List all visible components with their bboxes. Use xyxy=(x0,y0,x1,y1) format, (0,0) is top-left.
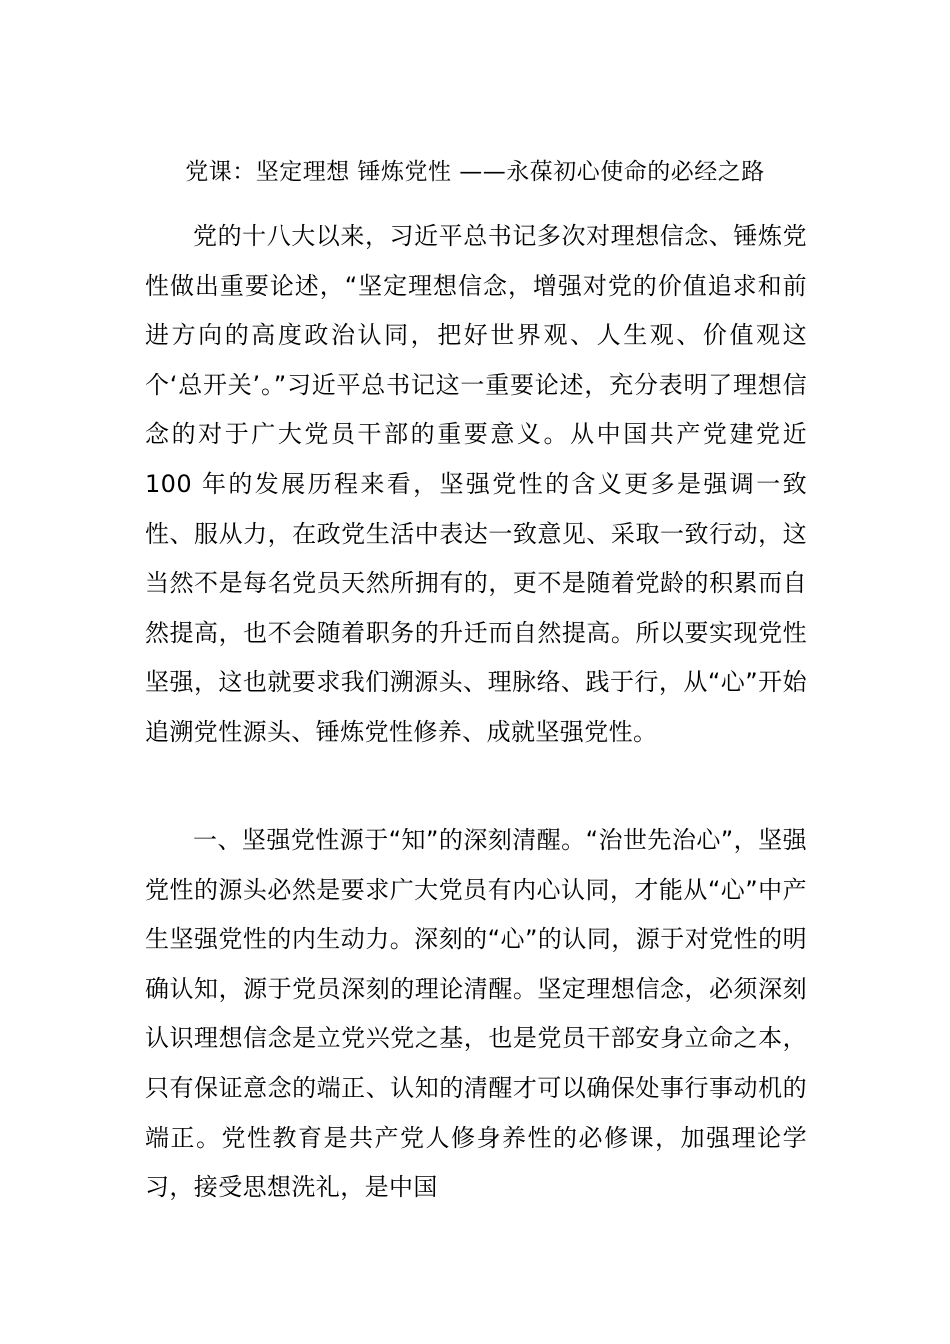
paragraph-intro: 党的十八大以来，习近平总书记多次对理想信念、锤炼党性做出重要论述，“坚定理想信念，增强对党的价值追求和前进方向的高度政治认同，把好世界观、人生观、价值观这个‘总开关’。”习近平总书记这一重要论述，充分表明了理想信念的对于广大党员干部的重要意义。从中国共产党建党近 100 年的发展历程来看，坚强党性的含义更多是强调一致性、服从力，在政党生活中表达一致意见、采取一致行动，这当然不是每名党员天然所拥有的，更不是随着党龄的积累而自然提高，也不会随着职务的升迁而自然提高。所以要实现党性坚强，这也就要求我们溯源头、理脉络、践于行，从“心”开始追溯党性源头、锤炼党性修养、成就坚强党性。 xyxy=(145,222,807,746)
document-title: 党课：坚定理想 锤炼党性 ——永葆初心使命的必经之路 xyxy=(185,159,765,185)
paragraph-section-one: 一、坚强党性源于“知”的深刻清醒。“治世先治心”，坚强党性的源头必然是要求广大党员有内心认同，才能从“心”中产生坚强党性的内生动力。深刻的“心”的认同，源于对党性的明确认知，源于党员深刻的理论清醒。坚定理想信念，必须深刻认识理想信念是立党兴党之基，也是党员干部安身立命之本，只有保证意念的端正、认知的清醒才可以确保处事行事动机的端正。党性教育是共产党人修身养性的必修课，加强理论学习，接受思想洗礼，是中国 xyxy=(145,826,807,1202)
